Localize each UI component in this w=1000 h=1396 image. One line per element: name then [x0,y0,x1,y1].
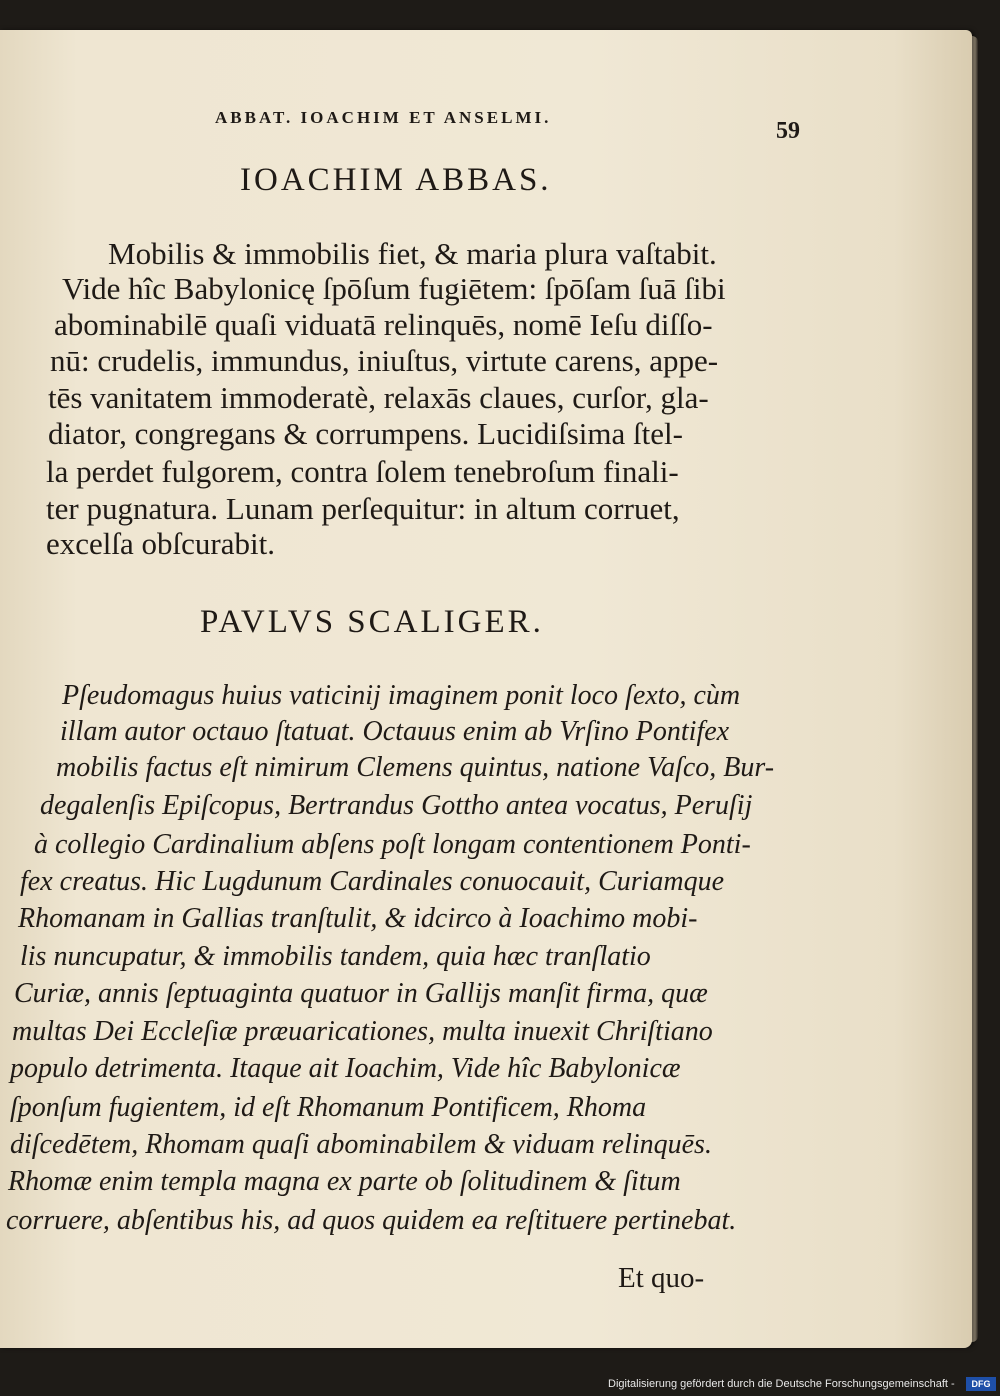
paragraph-line: excelſa obſcurabit. [46,526,275,561]
heading-ioachim-abbas: IOACHIM ABBAS. [240,162,552,198]
heading-paulus-scaliger: PAVLVS SCALIGER. [200,604,544,640]
paragraph-line: nū: crudelis, immundus, iniuſtus, virtute carens, appe- [50,343,719,378]
paragraph-line: Mobilis & immobilis fiet, & maria plura vaſtabit. [108,236,717,271]
paragraph-line: illam autor octauo ſtatuat. Octauus enim ab Vrſino Pontifex [60,716,730,747]
paragraph-line: degalenſis Epiſcopus, Bertrandus Gottho antea vocatus, Peruſij [40,790,753,821]
paragraph-line: diator, congregans & corrumpens. Lucidiſsima ſtel- [48,416,683,451]
paragraph-line: abominabilē quaſi viduatā relinquēs, nomē Ieſu diſſo- [54,307,713,342]
catchword: Et quo- [618,1262,705,1294]
paragraph-line: Rhomæ enim templa magna ex parte ob ſolitudinem & ſitum [8,1166,681,1197]
dfg-logo: DFG [966,1377,996,1391]
paragraph-line: multas Dei Eccleſiæ præuaricationes, multa inuexit Chriſtiano [12,1016,713,1047]
paragraph-line: Pſeudomagus huius vaticinij imaginem ponit loco ſexto, cùm [62,680,741,711]
paragraph-line: Vide hîc Babylonicę ſpōſum fugiētem: ſpōſam ſuā ſibi [62,271,726,306]
paragraph-line: diſcedētem, Rhomam quaſi abominabilem & viduam relinquēs. [10,1129,712,1160]
paragraph-line: à collegio Cardinalium abſens poſt longam contentionem Ponti- [34,829,751,860]
paragraph-line: corruere, abſentibus his, ad quos quidem ea reſtituere pertinebat. [6,1205,737,1236]
paragraph-line: Rhomanam in Gallias tranſtulit, & idcirco à Ioachimo mobi- [18,903,698,934]
paragraph-line: mobilis factus eſt nimirum Clemens quintus, natione Vaſco, Bur- [56,752,775,783]
paragraph-line: fex creatus. Hic Lugdunum Cardinales conuocauit, Curiamque [20,866,725,897]
paragraph-line: tēs vanitatem immoderatè, relaxās claues, curſor, gla- [48,380,709,415]
paragraph-line: Curiæ, annis ſeptuaginta quatuor in Gallijs manſit firma, quæ [14,978,708,1009]
paragraph-line: ſponſum fugientem, id eſt Rhomanum Pontificem, Rhoma [10,1092,647,1123]
paragraph-line: la perdet fulgorem, contra ſolem tenebroſum finali- [46,454,679,489]
paragraph-line: populo detrimenta. Itaque ait Ioachim, Vide hîc Babylonicæ [10,1053,681,1084]
running-head: ABBAT. IOACHIM ET ANSELMI. [215,108,552,127]
paragraph-line: ter pugnatura. Lunam perſequitur: in altum corruet, [46,491,680,526]
paragraph-line: lis nuncupatur, & immobilis tandem, quia hæc tranſlatio [20,941,651,972]
page-number: 59 [776,118,800,144]
digitization-credit: Digitalisierung gefördert durch die Deutsche Forschungsgemeinschaft - [608,1378,955,1390]
